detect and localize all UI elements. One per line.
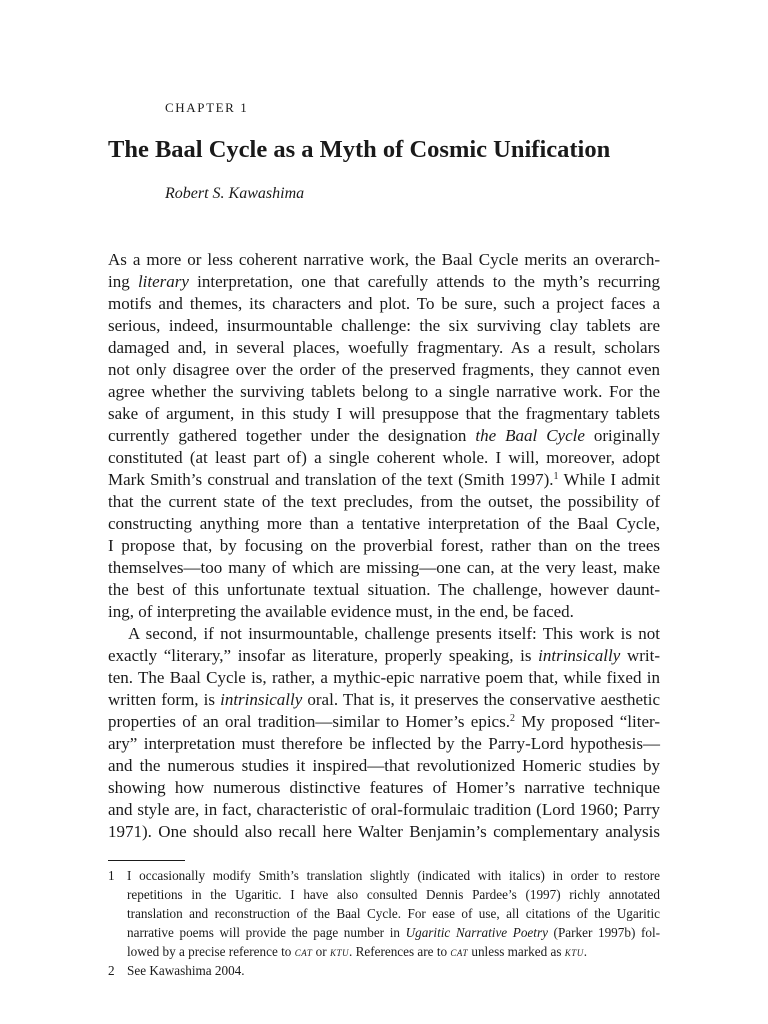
text-line: As a more or less coherent narrative work, the Baal Cycle merits an overarch- xyxy=(108,250,660,269)
footnote-number: 1 xyxy=(108,868,115,883)
chapter-label: CHAPTER 1 xyxy=(165,100,249,115)
footnote-line: narrative poems will provide the page number in Ugaritic Narrative Poetry (Parker 1997b) fol- xyxy=(127,925,660,940)
text-line: the best of this unfortunate textual situation. The challenge, however daunt- xyxy=(108,580,660,599)
text-line: written form, is intrinsically oral. That is, it preserves the conservative aesthetic xyxy=(108,690,661,709)
author-name: Robert S. Kawashima xyxy=(165,185,305,202)
text-line: A second, if not insurmountable, challenge presents itself: This work is not xyxy=(128,624,660,643)
text-line: ten. The Baal Cycle is, rather, a mythic-epic narrative poem that, while fixed in xyxy=(108,668,660,687)
text-line: exactly “literary,” insofar as literature, properly speaking, is intrinsically writ- xyxy=(108,646,661,665)
text-line: ing, of interpreting the available evidence must, in the end, be faced. xyxy=(108,602,574,621)
emphasis: intrinsically xyxy=(538,646,621,665)
footnote-ref[interactable]: 2 xyxy=(509,713,515,724)
abbrev-cat: cat xyxy=(450,944,469,959)
footnote-line: See Kawashima 2004. xyxy=(127,963,245,978)
text-line: not only disagree over the order of the preserved fragments, they cannot even xyxy=(108,360,660,379)
text-line: constituted (at least part of) a single coherent whole. I will, moreover, adopt xyxy=(108,448,660,467)
text-line: and the numerous studies it inspired—that revolutionized Homeric studies by xyxy=(108,756,660,775)
footnote-line: I occasionally modify Smith’s translation slightly (indicated with italics) in order to restore xyxy=(127,868,660,883)
book-title: Ugaritic Narrative Poetry xyxy=(405,925,548,940)
text-line: serious, indeed, insurmountable challenge: the six surviving clay tablets are xyxy=(108,316,660,335)
text-line: I propose that, by focusing on the proverbial forest, rather than on the trees xyxy=(108,536,660,555)
text-line: ing literary interpretation, one that carefully attends to the myth’s recurring xyxy=(108,272,660,291)
emphasis: literary xyxy=(137,272,189,291)
footnote-1-cont xyxy=(108,942,660,961)
text-line: themselves—too many of which are missing—one can, at the very least, make xyxy=(108,558,660,577)
text-line: properties of an oral tradition—similar to Homer’s epics.$^2$ My proposed “liter- xyxy=(108,712,660,731)
footnote-line: translation and reconstruction of the Baal Cycle. For ease of use, all citations of the Ugaritic xyxy=(127,906,660,921)
footnote-divider xyxy=(108,860,185,861)
footnote-1-cont xyxy=(108,904,660,923)
abbrev-ktu: ktu xyxy=(564,944,584,959)
footnote-line: repetitions in the Ugaritic. I have also consulted Dennis Pardee’s (1997) richly annotated xyxy=(127,887,660,902)
footnote-1-cont xyxy=(108,885,660,904)
text-line: agree whether the surviving tablets belong to a single narrative work. For the xyxy=(108,382,660,401)
text-line: 1971). One should also recall here Walter Benjamin’s complementary analysis xyxy=(108,822,660,841)
text-line: and style are, in fact, characteristic of oral-formulaic tradition (Lord 1960; Parry xyxy=(108,800,660,819)
footnote-number: 2 xyxy=(108,963,115,978)
text-line: currently gathered together under the designation the Baal Cycle originally xyxy=(108,426,660,445)
chapter-title: The Baal Cycle as a Myth of Cosmic Unification xyxy=(108,136,611,163)
text-line: damaged and, in several places, woefully fragmentary. As a result, scholars xyxy=(108,338,660,357)
emphasis: the Baal Cycle xyxy=(475,426,585,445)
footnote-line: lowed by a precise reference to cat or ktu. References are to cat unless marked as ktu. xyxy=(127,944,588,959)
text-line: motifs and themes, its characters and plot. To be sure, such a project faces a xyxy=(108,294,660,313)
text-line: sake of argument, in this study I will presuppose that the fragmentary tablets xyxy=(108,404,660,423)
text-line: that the current state of the text precludes, from the outset, the possibility of xyxy=(108,492,660,511)
text-line: Mark Smith’s construal and translation of the text (Smith 1997).$^1$ While I admit xyxy=(108,470,660,489)
body-text xyxy=(108,249,660,843)
footnote-1-cont xyxy=(108,923,660,942)
text-line: constructing anything more than a tentative interpretation of the Baal Cycle, xyxy=(108,514,660,533)
emphasis: intrinsically xyxy=(220,690,303,709)
text-line: showing how numerous distinctive features of Homer’s narrative technique xyxy=(108,778,660,797)
footnotes xyxy=(108,866,660,980)
footnote-ref[interactable]: 1 xyxy=(553,471,559,482)
text-line: ary” interpretation must therefore be inflected by the Parry-Lord hypothesis— xyxy=(108,734,660,753)
abbrev-cat: cat xyxy=(294,944,313,959)
abbrev-ktu: ktu xyxy=(329,944,349,959)
footnote-1 xyxy=(108,866,660,885)
footnote-2 xyxy=(108,961,660,980)
